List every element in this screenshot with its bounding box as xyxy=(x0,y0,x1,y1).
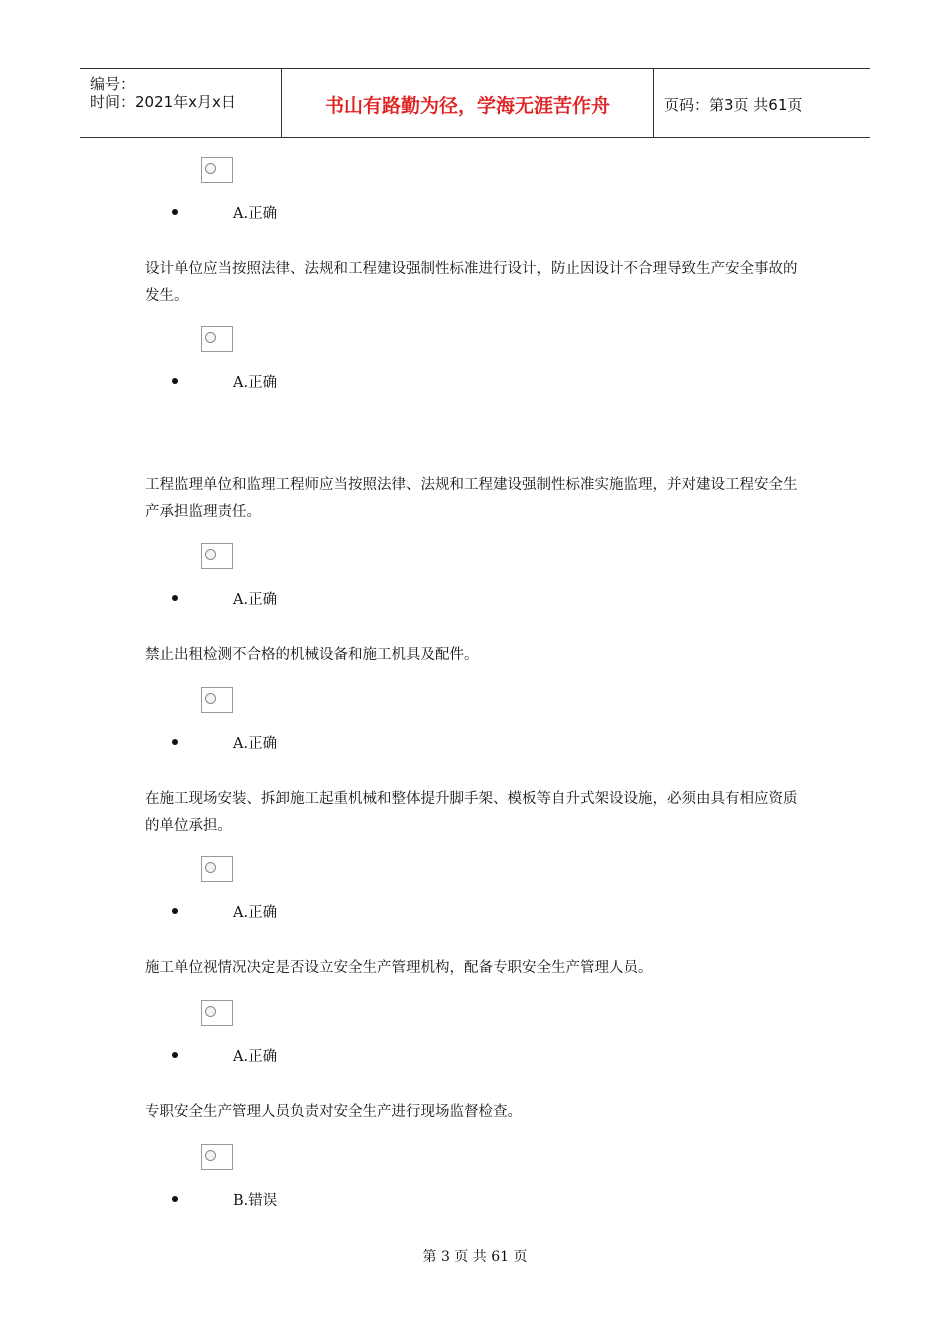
question-text: 施工单位视情况决定是否设立安全生产管理机构，配备专职安全生产管理人员。 xyxy=(145,960,653,976)
question-text: 设计单位应当按照法律、法规和工程建设强制性标准进行设计，防止因设计不合理导致生产安全事故的发生。 xyxy=(145,261,798,304)
answer-option: A.正确 xyxy=(233,905,278,921)
bullet-icon xyxy=(172,209,178,215)
page-header xyxy=(80,68,870,138)
radio-circle-icon xyxy=(205,862,216,873)
radio-circle-icon xyxy=(205,693,216,704)
radio-button[interactable] xyxy=(201,1000,233,1026)
radio-circle-icon xyxy=(205,1150,216,1161)
radio-circle-icon xyxy=(205,1006,216,1017)
answer-option: A.正确 xyxy=(233,375,278,391)
question-text: 工程监理单位和监理工程师应当按照法律、法规和工程建设强制性标准实施监理，并对建设工程安全生产承担监理责任。 xyxy=(145,477,798,520)
answer-option: A.正确 xyxy=(233,736,278,752)
question-text: 专职安全生产管理人员负责对安全生产进行现场监督检查。 xyxy=(145,1104,522,1120)
bullet-icon xyxy=(172,739,178,745)
radio-button[interactable] xyxy=(201,326,233,352)
bullet-icon xyxy=(172,595,178,601)
bullet-icon xyxy=(172,908,178,914)
header-middle-cell xyxy=(282,69,654,137)
bullet-icon xyxy=(172,378,178,384)
question-text: 禁止出租检测不合格的机械设备和施工机具及配件。 xyxy=(145,647,479,663)
header-left-cell xyxy=(80,69,282,137)
radio-circle-icon xyxy=(205,332,216,343)
question-text: 在施工现场安装、拆卸施工起重机械和整体提升脚手架、模板等自升式架设设施，必须由具有相应资质的单位承担。 xyxy=(145,791,798,834)
radio-circle-icon xyxy=(205,549,216,560)
answer-option: A.正确 xyxy=(233,206,278,222)
motto: 书山有路勤为径，学海无涯苦作舟 xyxy=(324,95,610,117)
number-label: 编号： xyxy=(90,75,136,93)
radio-button[interactable] xyxy=(201,157,233,183)
page-footer: 第 3 页 共 61 页 xyxy=(422,1249,528,1265)
radio-button[interactable] xyxy=(201,856,233,882)
radio-button[interactable] xyxy=(201,1144,233,1170)
radio-circle-icon xyxy=(205,163,216,174)
answer-option: A.正确 xyxy=(233,1049,278,1065)
answer-option: B.错误 xyxy=(233,1193,278,1209)
radio-button[interactable] xyxy=(201,543,233,569)
header-right-cell xyxy=(654,69,870,137)
answer-option: A.正确 xyxy=(233,592,278,608)
bullet-icon xyxy=(172,1196,178,1202)
time-label: 时间：2021年x月x日 xyxy=(90,93,236,111)
radio-button[interactable] xyxy=(201,687,233,713)
page-info: 页码：第3页 共61页 xyxy=(664,96,803,114)
bullet-icon xyxy=(172,1052,178,1058)
